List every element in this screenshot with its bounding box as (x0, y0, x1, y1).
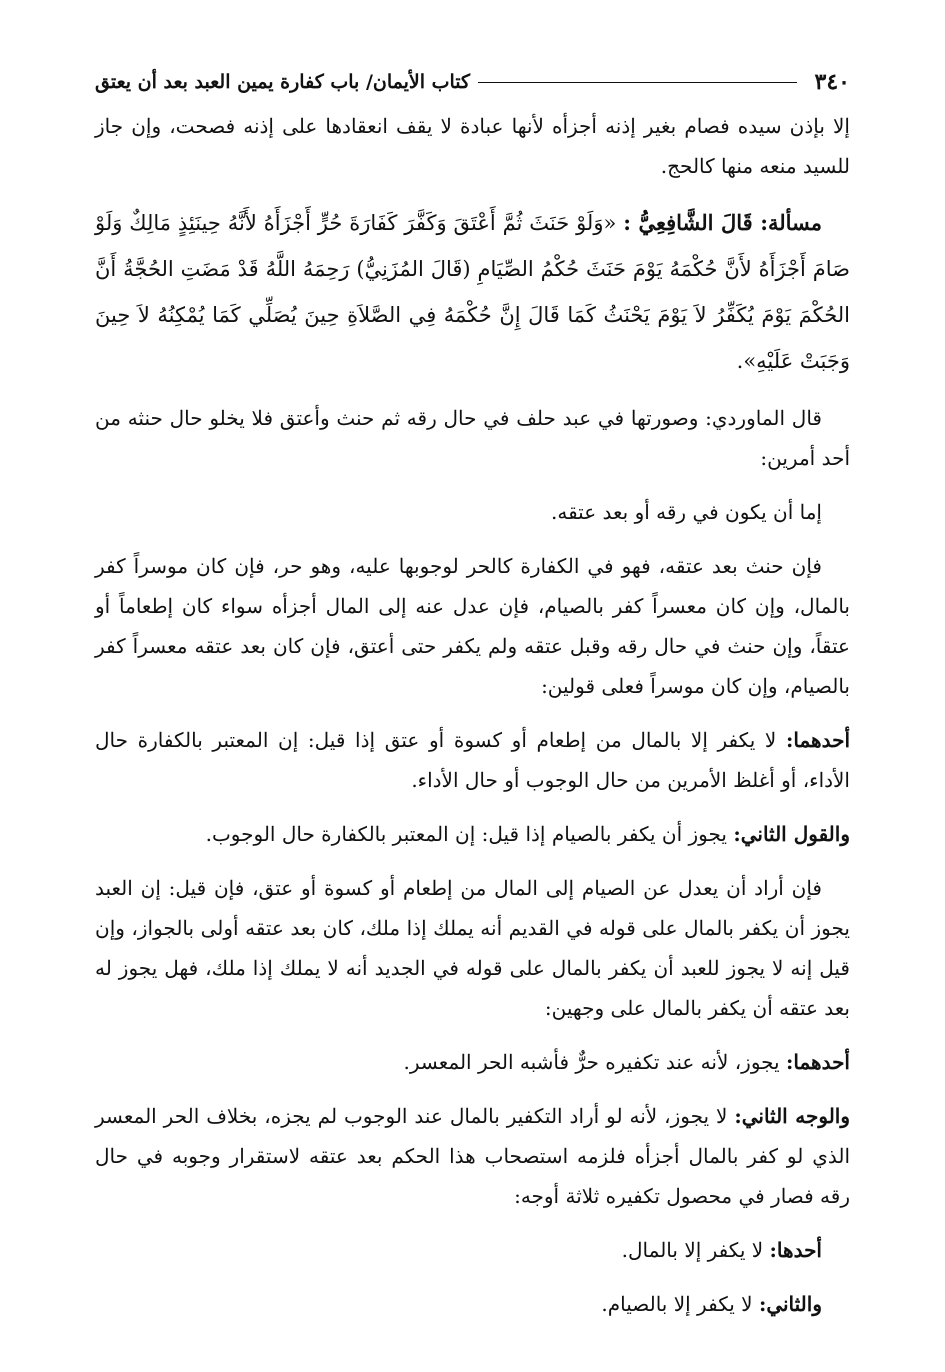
paragraph-text: لا يكفر إلا بالمال. (621, 1238, 764, 1262)
paragraph-text: يجوز، لأنه عند تكفيره حرٌّ فأشبه الحر المعسر. (403, 1050, 780, 1074)
paragraph-view-two (95, 1284, 850, 1324)
paragraph-second-view (95, 1096, 850, 1216)
paragraph-first-view (95, 1042, 850, 1082)
page-body (95, 106, 850, 1324)
view-two-lead: والثاني: (758, 1292, 822, 1316)
paragraph-continuation (95, 106, 850, 186)
first-view-lead: أحدهما: (785, 1050, 850, 1074)
masala-lead: مسألة: قَالَ الشَّافِعِيُّ : (623, 210, 822, 235)
paragraph-text: إما أن يكون في رقه أو بعد عتقه. (550, 500, 822, 524)
paragraph-text: لا يكفر إلا بالمال من إطعام أو كسوة أو عتق إذا قيل: إن المعتبر بالكفارة حال الأداء، أو أغلظ الأمرين من حال الوجوب أو حال الأداء. (95, 728, 850, 792)
paragraph-view-one (95, 1230, 850, 1270)
running-title: كتاب الأيمان/ باب كفارة يمين العبد بعد أن يعتق (95, 71, 471, 93)
shafii-quote: «وَلَوْ حَنَثَ ثُمَّ أَعْتَقَ وَكَفَّرَ كَفَارَةَ حُرٍّ أَجْزَأَهُ لأَنَّهُ حِينَئِذٍ مَالِكٌ وَلَوْ صَامَ أَجْزَأَهُ لأَنَّ حُكْمَهُ يَوْمَ حَنَثَ حُكْمُ الصِّيَامِ (قَالَ المُزَنِيُّ) رَحِمَهُ اللَّهُ قَدْ مَضَتِ الحُجَّةُ أَنَّ الحُكْمَ يَوْمَ يُكَفِّرُ لاَ يَوْمَ يَحْنَثُ كَمَا قَالَ إِنَّ حُكْمَهُ فِي الصَّلاَةِ حِينَ يُصَلِّي كَمَا يُمْكِنُهُ لاَ حِينَ وَجَبَتْ عَلَيْهِ». (95, 211, 850, 373)
paragraph-after-emancipation (95, 546, 850, 706)
paragraph-switch-to-wealth (95, 868, 850, 1028)
paragraph-second-opinion (95, 814, 850, 854)
paragraph-text: لا يجوز، لأنه لو أراد التكفير بالمال عند الوجوب لم يجزه، بخلاف الحر المعسر الذي لو كفر بالمال أجزأه فلزمه استصحاب هذا الحكم بعد عتقه لاستقرار وجوبه في حال رقه فصار في محصول تكفيره ثلاثة أوجه: (95, 1104, 850, 1208)
paragraph-mawardi (95, 398, 850, 478)
paragraph-first-opinion (95, 720, 850, 800)
paragraph-case-one (95, 492, 850, 532)
view-one-lead: أحدها: (769, 1238, 822, 1262)
paragraph-text: قال الماوردي: وصورتها في عبد حلف في حال رقه ثم حنث وأعتق فلا يخلو حال حنثه من أحد أمرين: (95, 406, 850, 470)
paragraph-text: فإن أراد أن يعدل عن الصيام إلى المال من إطعام أو كسوة أو عتق، فإن قيل: إن العبد يجوز أن يكفر بالمال على قوله في القديم أنه يملك إذا ملك، كان بعد عتقه أولى بالجواز، وإن قيل إنه لا يجوز للعبد أن يكفر بالمال على قوله في الجديد أنه لا يملك إذا ملك، فهل يجوز له بعد عتقه أن يكفر بالمال على وجهين: (95, 876, 850, 1020)
second-view-lead: والوجه الثاني: (734, 1104, 851, 1128)
first-opinion-lead: أحدهما: (786, 728, 851, 752)
page-number: ٣٤٠ (814, 69, 850, 95)
running-header (95, 62, 850, 102)
header-rule (478, 82, 796, 83)
paragraph-text: لا يكفر إلا بالصيام. (601, 1292, 753, 1316)
second-opinion-lead: والقول الثاني: (733, 822, 850, 846)
paragraph-text: إلا بإذن سيده فصام بغير إذنه أجزأه لأنها عبادة لا يقف انعقادها على إذنه فصحت، وإن جاز للسيد منعه منها كالحج. (95, 114, 850, 178)
paragraph-text: فإن حنث بعد عتقه، فهو في الكفارة كالحر لوجوبها عليه، وهو حر، فإن كان موسراً كفر بالمال، وإن كان معسراً كفر بالصيام، فإن عدل عنه إلى المال أجزأه سواء كان إطعاماً أو عتقاً، وإن حنث في حال رقه وقبل عتقه ولم يكفر حتى أعتق، فإن كان بعد عتقه معسراً كفر بالصيام، وإن كان موسراً فعلى قولين: (95, 554, 850, 698)
book-page (95, 62, 850, 1324)
paragraph-text: يجوز أن يكفر بالصيام إذا قيل: إن المعتبر بالكفارة حال الوجوب. (205, 822, 727, 846)
paragraph-masala (95, 200, 850, 384)
